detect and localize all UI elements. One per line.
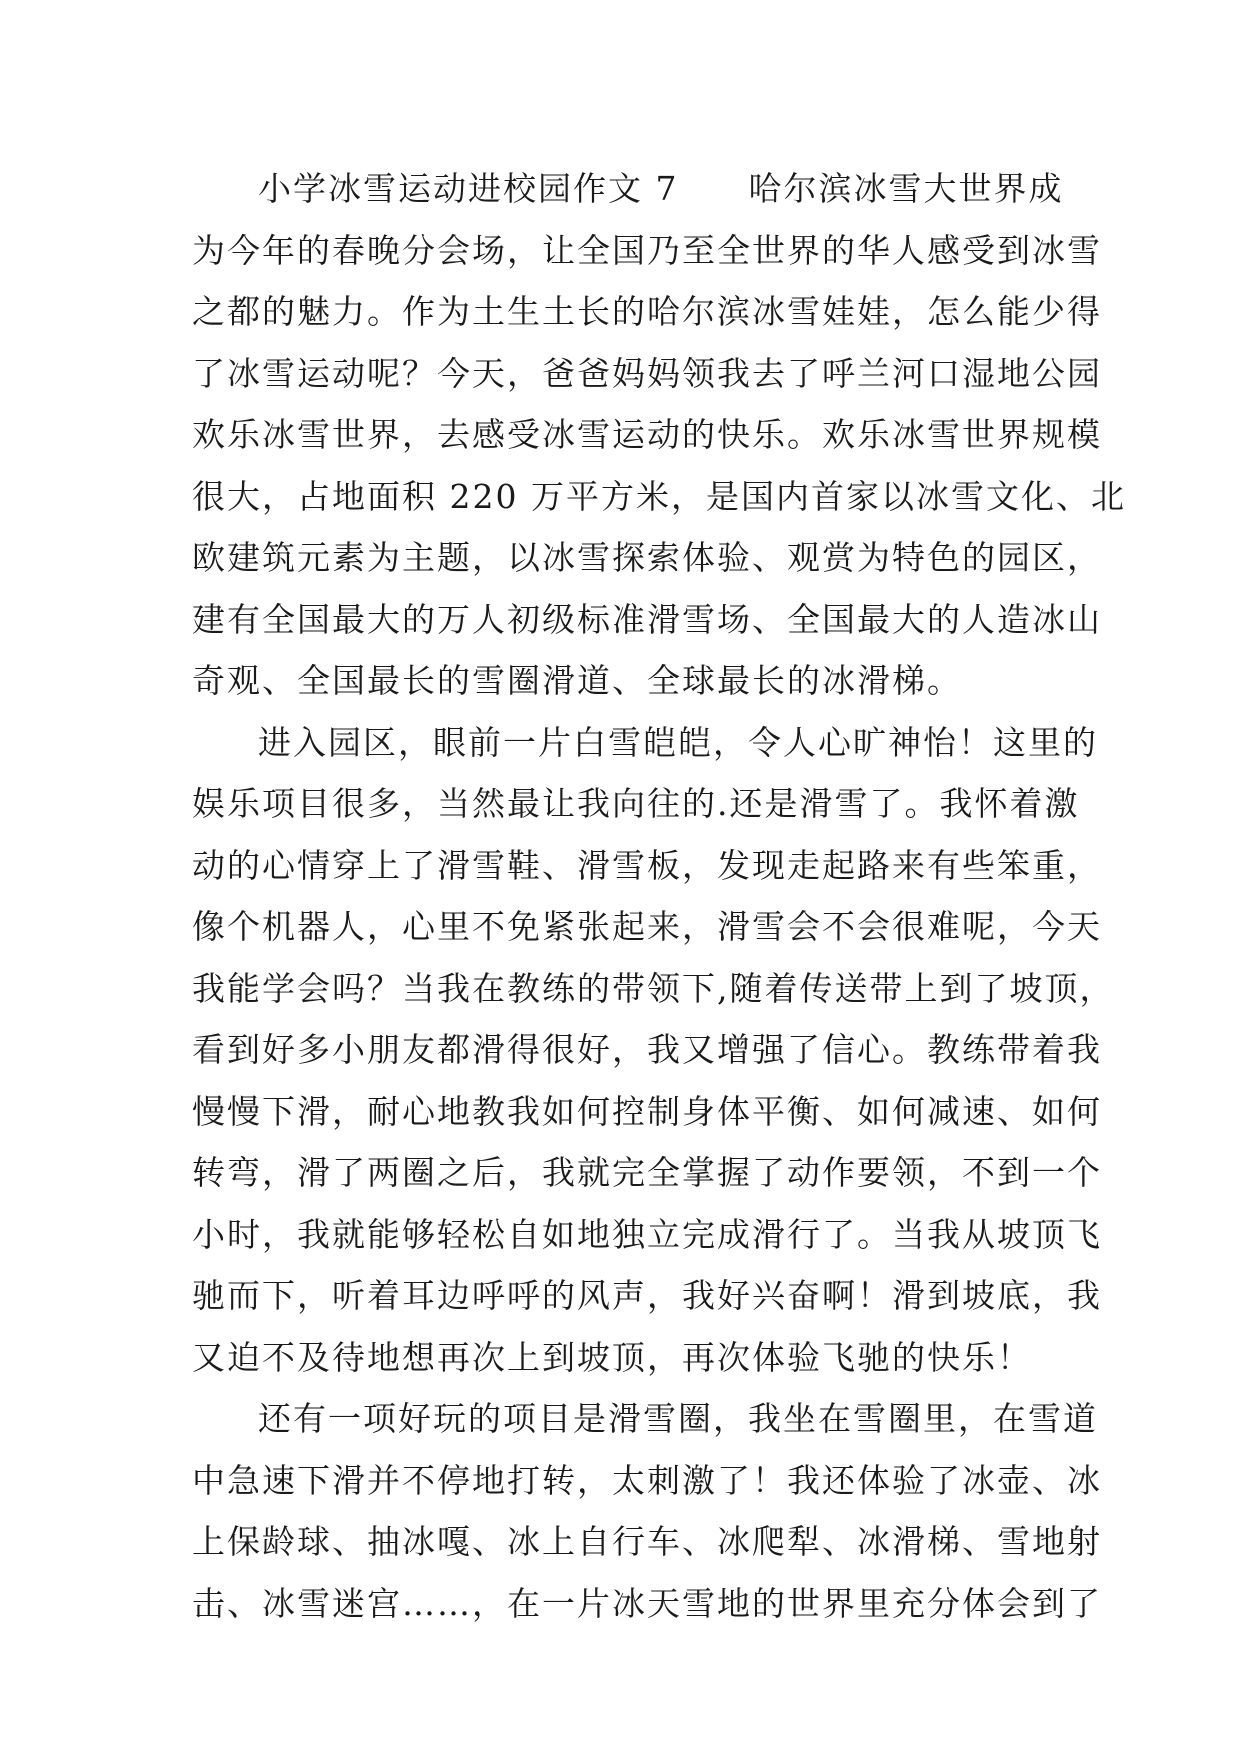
text-line: 进入园区，眼前一片白雪皑皑，令人心旷神怡！这里的 <box>258 722 1098 762</box>
text-line: 我能学会吗？当我在教练的带领下,随着传送带上到了坡顶， <box>192 968 1115 1008</box>
text-line: 还有一项好玩的项目是滑雪圈，我坐在雪圈里，在雪道 <box>258 1399 1098 1438</box>
text-line: 动的心情穿上了滑雪鞋、滑雪板，发现走起路来有些笨重， <box>192 845 1102 885</box>
text-line: 很大，占地面积 220 万平方米，是国内首家以冰雪文化、北 <box>192 476 1126 516</box>
text-line: 慢慢下滑，耐心地教我如何控制身体平衡、如何减速、如何 <box>192 1091 1102 1131</box>
text-line: 小学冰雪运动进校园作文 7 哈尔滨冰雪大世界成 <box>258 169 1064 208</box>
text-line: 欢乐冰雪世界，去感受冰雪运动的快乐。欢乐冰雪世界规模 <box>192 415 1102 454</box>
text-line: 娱乐项目很多，当然最让我向往的.还是滑雪了。我怀着激 <box>192 784 1080 823</box>
text-line: 小时，我就能够轻松自如地独立完成滑行了。当我从坡顶飞 <box>192 1214 1102 1254</box>
text-line: 上保龄球、抽冰嘎、冰上自行车、冰爬犁、冰滑梯、雪地射 <box>192 1522 1102 1561</box>
text-line: 又迫不及待地想再次上到坡顶，再次体验飞驰的快乐！ <box>192 1337 1032 1377</box>
text-line: 转弯，滑了两圈之后，我就完全掌握了动作要领，不到一个 <box>192 1153 1102 1192</box>
text-line: 奇观、全国最长的雪圈滑道、全球最长的冰滑梯。 <box>192 661 962 700</box>
text-line: 建有全国最大的万人初级标准滑雪场、全国最大的人造冰山 <box>192 599 1102 639</box>
text-line: 看到好多小朋友都滑得很好，我又增强了信心。教练带着我 <box>192 1030 1102 1069</box>
document-body <box>192 158 1126 1634</box>
text-line: 之都的魅力。作为土生土长的哈尔滨冰雪娃娃，怎么能少得 <box>192 292 1102 331</box>
text-line: 中急速下滑并不停地打转，太刺激了！我还体验了冰壶、冰 <box>192 1460 1102 1500</box>
text-line: 驰而下，听着耳边呼呼的风声，我好兴奋啊！滑到坡底，我 <box>192 1276 1102 1315</box>
text-line: 为今年的春晚分会场，让全国乃至全世界的华人感受到冰雪 <box>192 230 1102 270</box>
text-line: 了冰雪运动呢？今天，爸爸妈妈领我去了呼兰河口湿地公园 <box>192 353 1102 393</box>
text-line: 击、冰雪迷宫……，在一片冰天雪地的世界里充分体会到了 <box>192 1583 1102 1623</box>
text-line: 欧建筑元素为主题，以冰雪探索体验、观赏为特色的园区， <box>192 538 1102 577</box>
text-line: 像个机器人，心里不免紧张起来，滑雪会不会很难呢，今天 <box>192 907 1102 946</box>
